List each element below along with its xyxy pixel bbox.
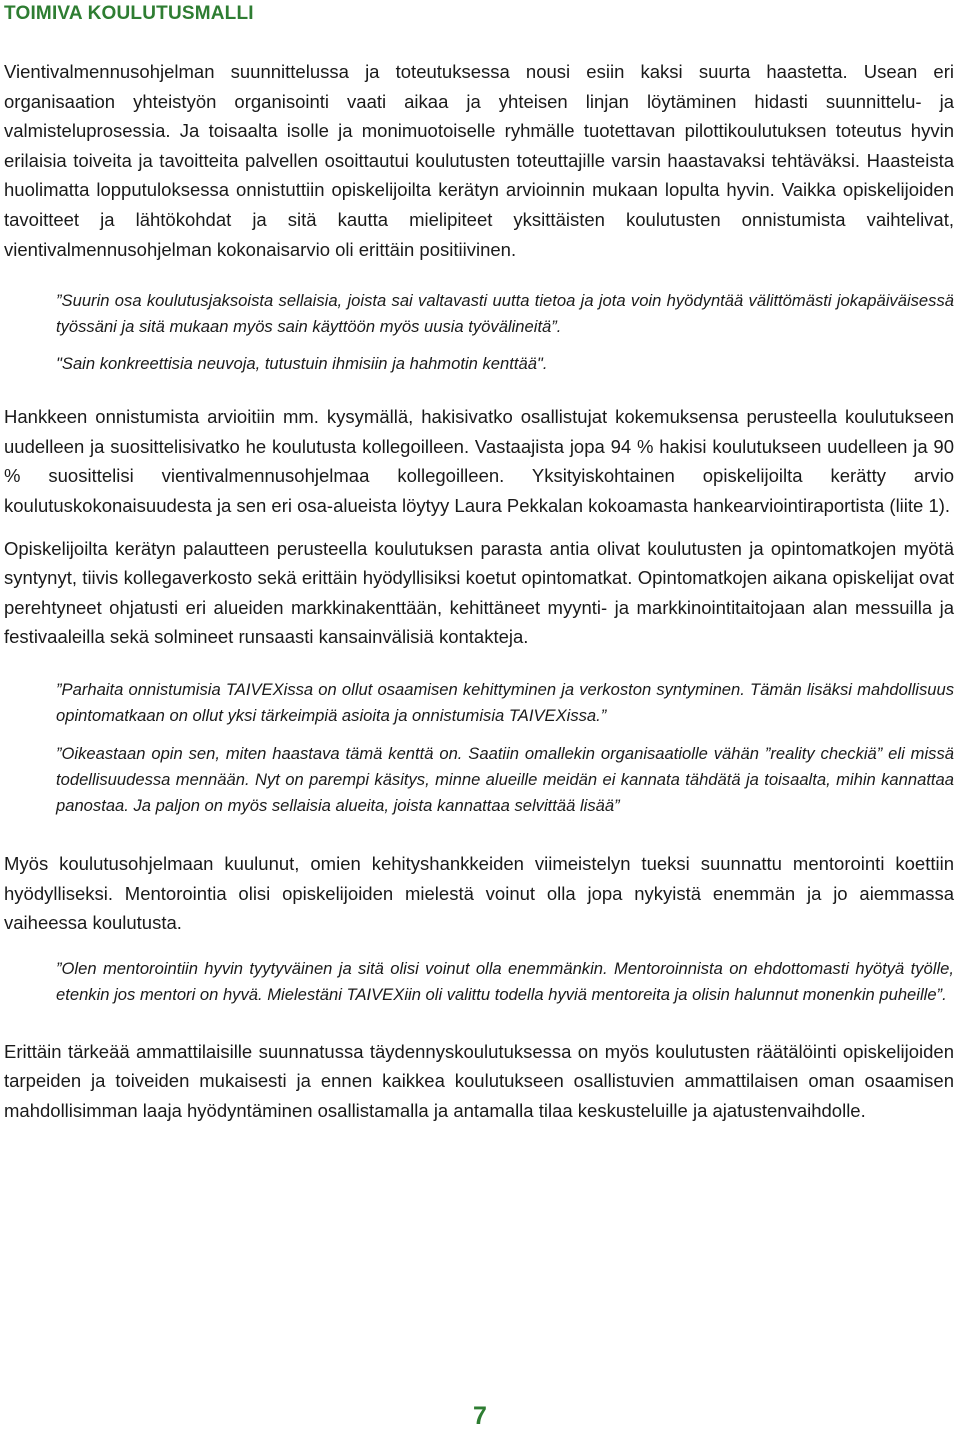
quote-concrete-advice: "Sain konkreettisia neuvoja, tutustuin ihmisiin ja hahmotin kenttää". — [56, 354, 548, 374]
section-heading: TOIMIVA KOULUTUSMALLI — [4, 3, 254, 24]
page-number: 7 — [473, 1402, 487, 1430]
quote-mentoring: ”Olen mentorointiin hyvin tyytyväinen ja sitä olisi voinut olla enemmänkin. Mentoroinnista on ehdottomasti hyötyä työlle, etenkin jos mentori on hyvä. Mielestäni TAIVEXiin oli valittu todella hyviä mentoreita ja olisin halunnut monenkin puheille”. — [56, 958, 954, 1004]
quote-best-successes: ”Parhaita onnistumisia TAIVEXissa on ollut osaamisen kehittyminen ja verkoston syntyminen. Tämän lisäksi mahdollisuus opintomatkaan on ollut yksi tärkeimpiä asioita ja onnistumisia TAIVEXissa.” — [56, 679, 954, 725]
paragraph-challenges: Vientivalmennusohjelman suunnittelussa ja toteutuksessa nousi esiin kaksi suurta haastetta. Usean eri organisaation yhteistyön organisointi vaati aikaa ja yhteisen linjan löytäminen hidasti suunnittelu- ja valmisteluprosessia. Ja toisaalta isolle ja monimuotoiselle ryhmälle tuotettavan pilottikoulutuksen toteutus hyvin erilaisia toiveita ja tavoitteita palvellen osoittautui koulutusten toteuttajille varsin haastavaksi tehtäväksi. Haasteista huolimatta lopputuloksessa onnistuttiin opiskelijoilta kerätyn arvioinnin mukaan lopulta hyvin. Vaikka opiskelijoiden tavoitteet ja lähtökohdat ja sitä kautta mielipiteet yksittäisten koulutusten onnistumista vaihtelivat, vientivalmennusohjelman kokonaisarvio oli erittäin positiivinen. — [4, 61, 954, 260]
paragraph-tailoring: Erittäin tärkeää ammattilaisille suunnatussa täydennyskoulutuksessa on myös koulutusten räätälöinti opiskelijoiden tarpeiden ja toiveiden mukaisesti ja ennen kaikkea koulutukseen osallistuvien ammattilaisen oman osaamisen mahdollisimman laaja hyödyntäminen osallistamalla ja antamalla tilaa keskusteluille ja ajatustenvaihdolle. — [4, 1040, 954, 1121]
paragraph-evaluation: Hankkeen onnistumista arvioitiin mm. kysymällä, hakisivatko osallistujat kokemuksensa perusteella koulutukseen uudelleen ja suosittelisivatko he koulutusta kollegoilleen. Vastaajista jopa 94 % hakisi koulutukseen uudelleen ja 90 % suosittelisi vientivalmennusohjelmaa kollegoilleen. Yksityiskohtainen opiskelijoilta kerätty arvio koulutuskokonaisuudesta ja sen eri osa-alueista löytyy Laura Pekkalan kokoamasta hankearviointiraportista (liite 1). — [4, 406, 954, 516]
quote-challenging-field: ”Oikeastaan opin sen, miten haastava tämä kenttä on. Saatiin omallekin organisaatiolle vähän ”reality checkiä” eli missä todellisuudessa mennään. Nyt on parempi käsitys, minne alueille meidän ei kannata tähdätä ja toisaalta, mihin kannattaa panostaa. Ja paljon on myös sellaisia alueita, joista kannattaa selvittää lisää” — [56, 743, 954, 815]
paragraph-mentoring: Myös koulutusohjelmaan kuulunut, omien kehityshankkeiden viimeistelyn tueksi suunnattu mentorointi koettiin hyödylliseksi. Mentorointia olisi opiskelijoiden mielestä voinut olla jopa nykyistä enemmän ja jo aiemmassa vaiheessa koulutusta. — [4, 852, 954, 934]
paragraph-feedback: Opiskelijoilta kerätyn palautteen perusteella koulutuksen parasta antia olivat koulutusten ja opintomatkojen myötä syntynyt, tiivis kollegaverkosto sekä erittäin hyödyllisiksi koetut opintomatkat. Opintomatkojen aikana opiskelijat ovat perehtyneet ohjatusti eri alueiden markkinakenttään, kehittäneet myynti- ja markkinointitaitojaan alan messuilla ja festivaaleilla sekä solmineet runsaasti kansainvälisiä kontakteja. — [4, 537, 954, 648]
quote-training-periods: ”Suurin osa koulutusjaksoista sellaisia, joista sai valtavasti uutta tietoa ja jota voin hyödyntää välittömästi jokapäiväisessä työssäni ja sitä mukaan myös sain käyttöön myös uusia työvälineitä”. — [56, 291, 954, 337]
